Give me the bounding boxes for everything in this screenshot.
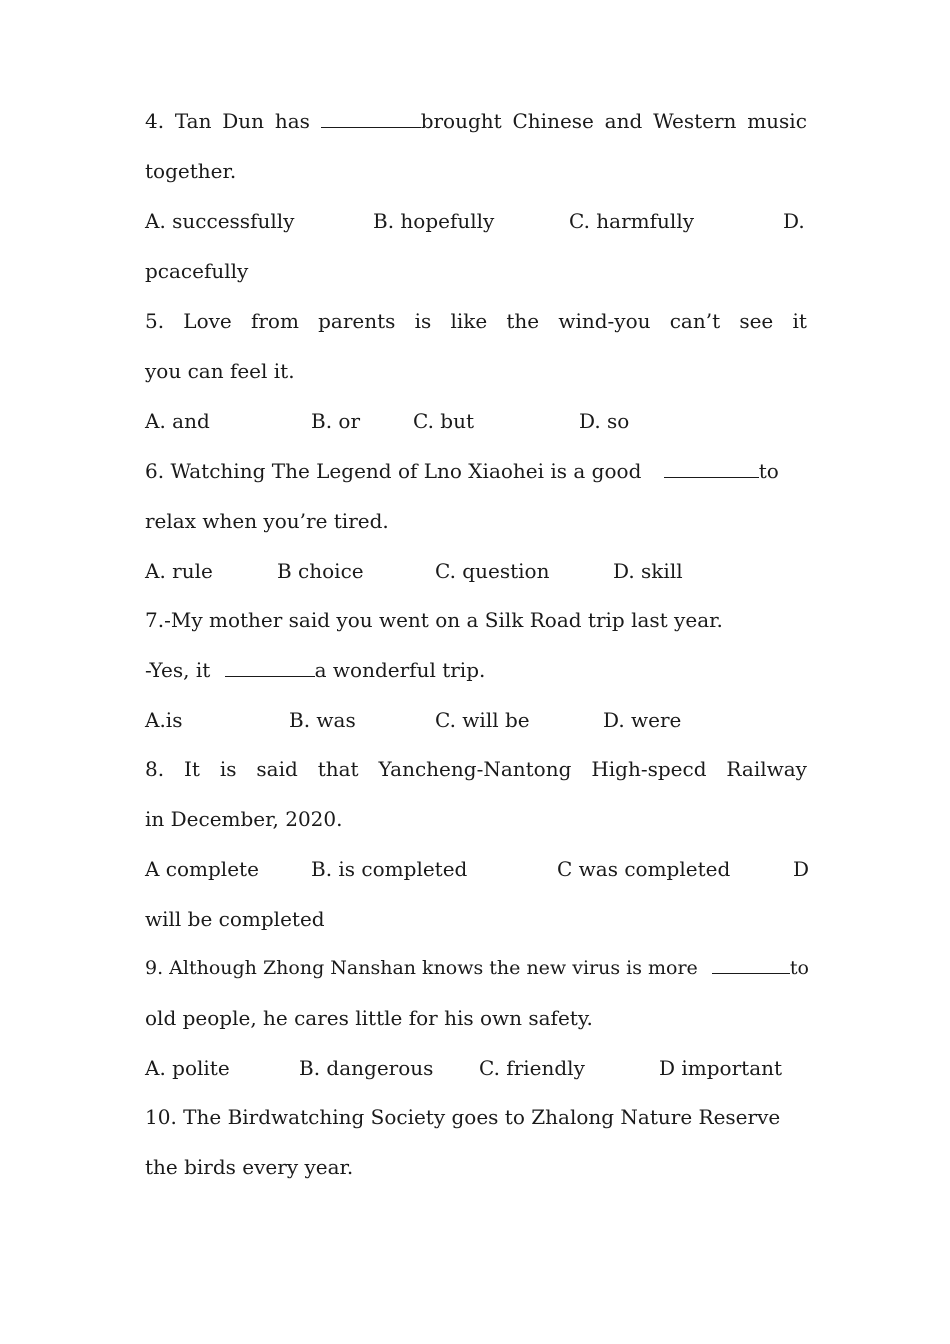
q4-option-c: C. harmfully — [569, 209, 695, 233]
q4-number: 4. — [145, 109, 165, 133]
q8-line-1 — [145, 754, 807, 784]
q9-answer-blank — [712, 953, 790, 974]
q5-number: 5. — [145, 309, 165, 333]
q5-option-a: A. and — [145, 409, 210, 433]
q4-word: Western — [653, 109, 737, 133]
q9-line-1 — [145, 953, 807, 983]
q5-word: like — [450, 309, 488, 333]
q4-word: brought — [420, 109, 502, 133]
q9-line-2: old people, he cares little for his own safety. — [145, 1006, 593, 1030]
q8-word: Railway — [726, 757, 807, 781]
q4-line-1 — [145, 106, 807, 136]
q4-line-4: pcacefully — [145, 259, 249, 283]
q5-options — [145, 406, 807, 436]
q6-line-2: relax when you’re tired. — [145, 509, 389, 533]
q8-options — [145, 854, 810, 884]
q5-option-d: D. so — [579, 409, 630, 433]
q10-line-2: the birds every year. — [145, 1155, 354, 1179]
q7-option-d: D. were — [603, 708, 682, 732]
q9-stem: 9. Although Zhong Nanshan knows the new virus is more — [145, 957, 698, 979]
q5-word: parents — [318, 309, 396, 333]
q5-word: Love — [183, 309, 232, 333]
q5-option-b: B. or — [311, 409, 361, 433]
q5-line-1 — [145, 306, 807, 336]
q8-option-c: C was completed — [557, 857, 731, 881]
q6-option-d: D. skill — [613, 559, 683, 583]
q5-line-2: you can feel it. — [145, 359, 295, 383]
q4-word: and — [604, 109, 643, 133]
q4-word: Tan — [174, 109, 212, 133]
q8-option-a: A complete — [145, 857, 259, 881]
q4-line-2: together. — [145, 159, 237, 183]
q7-reply-end: a wonderful trip. — [314, 658, 486, 682]
q10-line-1: 10. The Birdwatching Society goes to Zhalong Nature Reserve — [145, 1105, 781, 1129]
q8-word: said — [256, 757, 298, 781]
q8-word: that — [317, 757, 359, 781]
q6-options — [145, 556, 807, 586]
q5-word: see — [739, 309, 774, 333]
q8-word: is — [219, 757, 237, 781]
q8-line-4: will be completed — [145, 907, 325, 931]
q4-word: Chinese — [512, 109, 594, 133]
q8-line-2: in December, 2020. — [145, 807, 343, 831]
q5-word: is — [414, 309, 432, 333]
q4-option-a: A. successfully — [145, 209, 295, 233]
q8-option-d: D — [793, 857, 810, 881]
q8-number: 8. — [145, 757, 165, 781]
q9-options — [145, 1053, 807, 1083]
q5-word: it — [792, 309, 807, 333]
q4-word: music — [747, 109, 807, 133]
q7-option-a: A.is — [145, 708, 183, 732]
q9-option-b: B. dangerous — [299, 1056, 434, 1080]
q6-option-c: C. question — [435, 559, 550, 583]
q7-line-2 — [145, 655, 807, 685]
q4-option-d: D. — [783, 209, 805, 233]
q5-word: the — [506, 309, 540, 333]
q7-option-c: C. will be — [435, 708, 530, 732]
q9-option-a: A. polite — [145, 1056, 230, 1080]
q7-option-b: B. was — [289, 708, 356, 732]
q6-line-1 — [145, 456, 807, 486]
q7-answer-blank — [225, 656, 315, 677]
q4-answer-blank — [321, 107, 421, 128]
q7-line-1: 7.-My mother said you went on a Silk Road trip last year. — [145, 608, 723, 632]
q8-word: It — [184, 757, 200, 781]
q5-word: from — [250, 309, 299, 333]
q9-option-d: D important — [659, 1056, 783, 1080]
q8-word: High-specd — [591, 757, 707, 781]
q9-option-c: C. friendly — [479, 1056, 585, 1080]
q8-option-b: B. is completed — [311, 857, 468, 881]
q6-stem: 6. Watching The Legend of Lno Xiaohei is a good — [145, 459, 642, 483]
q7-reply-start: -Yes, it — [145, 658, 211, 682]
q5-word: can’t — [669, 309, 721, 333]
q4-option-b: B. hopefully — [373, 209, 495, 233]
q4-word: has — [274, 109, 310, 133]
q7-options — [145, 705, 807, 735]
q6-answer-blank — [664, 457, 759, 478]
q8-word: Yancheng-Nantong — [378, 757, 572, 781]
q6-option-b: B choice — [277, 559, 364, 583]
q4-word: Dun — [222, 109, 265, 133]
q5-word: wind-you — [558, 309, 651, 333]
q5-option-c: C. but — [413, 409, 475, 433]
q6-stem-end: to — [758, 459, 779, 483]
q4-blank-group — [321, 106, 502, 136]
q4-options — [145, 206, 807, 236]
q9-stem-end: to — [789, 957, 809, 979]
q6-option-a: A. rule — [145, 559, 213, 583]
